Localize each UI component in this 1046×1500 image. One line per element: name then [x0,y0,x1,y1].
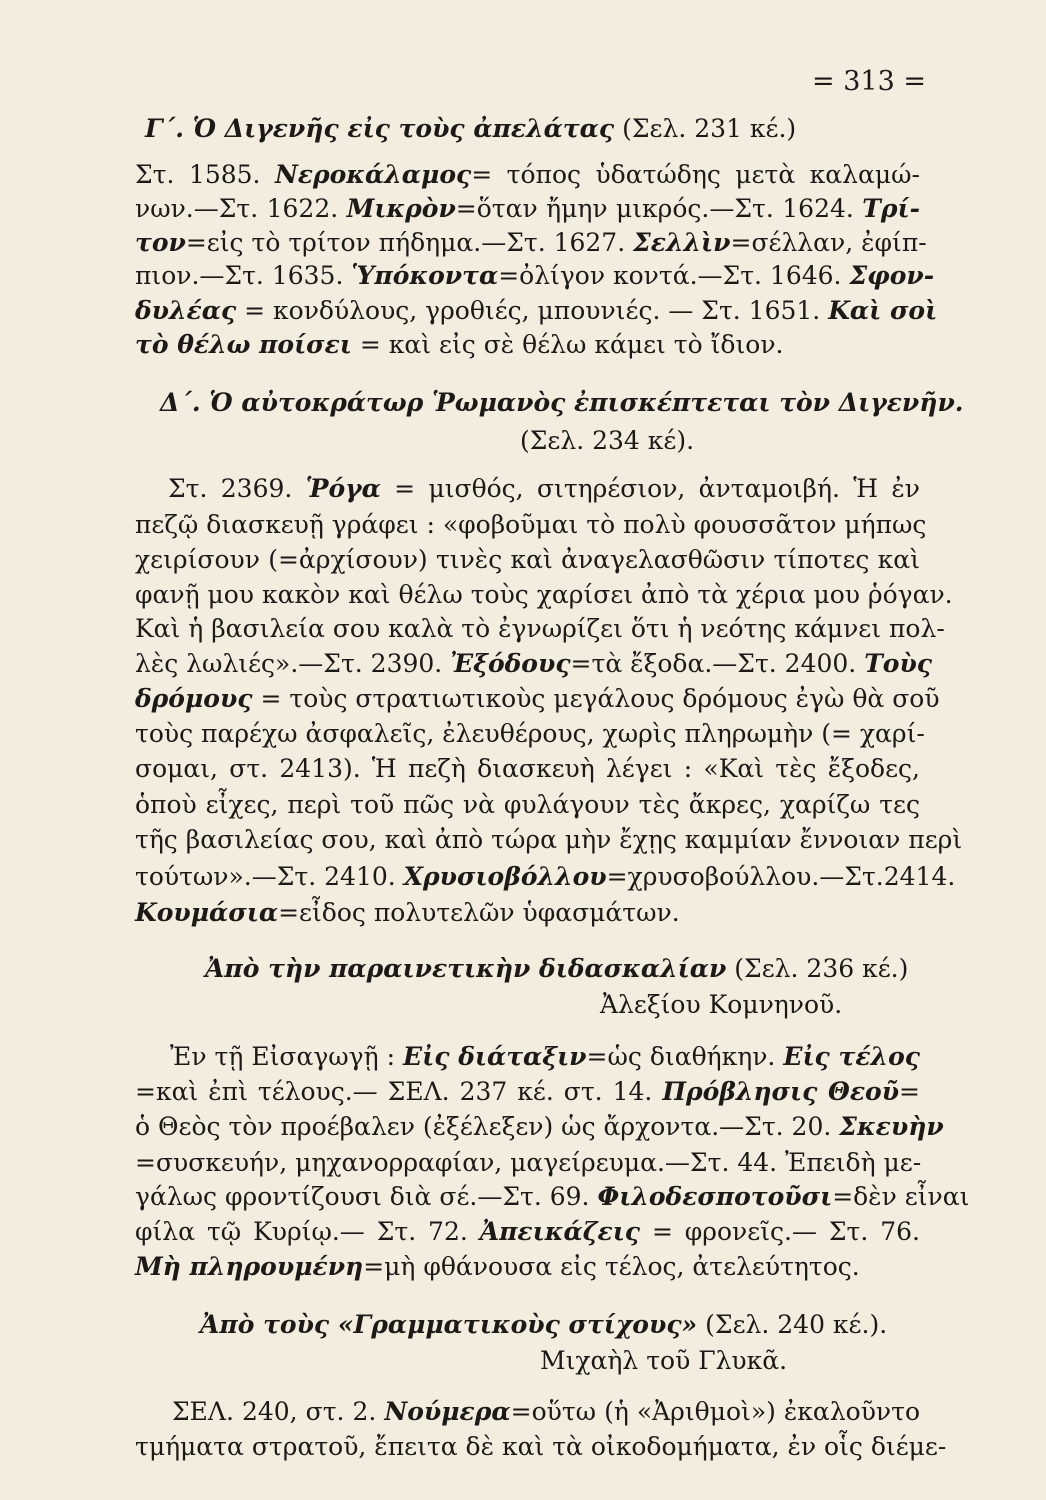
bold-term: Σφον- [849,261,935,290]
text-span: τμήματα στρατοῦ, ἔπειτα δὲ καὶ τὰ οἰκοδομήματα, ἐν οἷς διέμε- [135,1432,947,1461]
bold-term: Καὶ σοὶ [828,296,938,325]
text-line [172,1395,920,1429]
text-line [200,1308,920,1342]
text-line [135,508,927,542]
text-line [135,1146,920,1180]
text-line [135,647,933,681]
bold-term: Ῥόγα [305,474,381,503]
bold-term: Πρόβλησις Θεοῦ [662,1077,900,1106]
text-line [135,192,920,226]
text-span: =οὕτω (ἡ «Ἀριθμοὶ») ἐκαλοῦντο [510,1397,920,1426]
text-span: (Σελ. 234 κέ). [520,426,695,455]
text-span: ΣΕΛ. 240, στ. 2. [172,1397,385,1426]
text-span: =σέλλαν, ἐφίπ- [730,228,927,257]
text-line [135,578,953,612]
text-span: = τοὺς στρατιωτικοὺς μεγάλους δρόμους ἐγὼ θὰ σοῦ [252,684,940,713]
text-span: =εἶδος πολυτελῶν ὑφασμάτων. [278,898,680,927]
text-span: = τόπος ὑδατώδης μετὰ καλαμώ- [471,160,920,189]
text-span: =ὡς διαθήκην. [586,1042,784,1071]
text-span: σομαι, στ. 2413). Ἡ πεζὴ διασκευὴ λέγει : «Καὶ τὲς ἔξοδες, [135,754,920,783]
bold-term: δυλέας [135,296,237,325]
text-span: φίλα τῷ Κυρίῳ.— Στ. 72. [135,1217,480,1246]
text-span: =δὲν εἶναι [832,1182,970,1211]
text-span: =συσκευήν, μηχανορραφίαν, μαγείρευμα.—Στ. 44. Ἐπειδὴ με- [135,1148,922,1177]
text-span: νων.—Στ. 1622. [135,194,347,223]
text-span: τούτων».—Στ. 2410. [135,862,404,891]
text-span: =μὴ φθάνουσα εἰς τέλος, ἀτελεύτητος. [363,1252,860,1281]
text-line [170,1040,920,1074]
text-line [135,328,920,362]
text-span: πεζῷ διασκευῇ γράφει : «φοβοῦμαι τὸ πολὺ φουσσᾶτον μήπως [135,510,927,539]
text-line [205,952,920,986]
bold-term: Τρί- [862,194,920,223]
text-span: = [899,1077,920,1106]
bold-term: Δ΄. Ὁ αὐτοκράτωρ Ῥωμανὸς ἐπισκέπτεται τὸν Διγενῆν. [160,388,964,417]
text-span: =τὰ ἔξοδα.—Στ. 2400. [570,649,865,678]
text-line [135,612,945,646]
text-span: =ὅταν ἤμην μικρός.—Στ. 1624. [455,194,863,223]
text-span: =ὀλίγον κοντά.—Στ. 1646. [498,261,850,290]
text-span: τῆς βασιλείας σου, καὶ ἀπὸ τώρα μὴν ἔχῃς καμμίαν ἔννοιαν περὶ [135,825,963,854]
bold-term: δρόμους [135,684,253,713]
bold-term: Χρυσιοβόλλου [403,862,607,891]
text-line [520,424,920,458]
text-line [600,988,920,1022]
bold-term: Μικρὸν [346,194,456,223]
text-line [135,158,920,192]
text-line [145,112,920,146]
text-line [135,543,920,577]
bold-term: Γ΄. Ὁ Διγενῆς εἰς τοὺς ἀπελάτας [145,114,615,143]
text-line [135,226,927,260]
bold-term: Ἀπεικάζεις [479,1217,641,1246]
text-line [135,259,935,293]
text-span: τοὺς παρέχω ἀσφαλεῖς, ἐλευθέρους, χωρὶς πληρωμὴν (= χαρί- [135,719,925,748]
text-span: ὁ Θεὸς τὸν προέβαλεν (ἐξέλεξεν) ὡς ἄρχοντα.—Στ. 20. [135,1112,840,1141]
text-line [135,860,956,894]
bold-term: Ἀπὸ τὴν παραινετικὴν διδασκαλίαν [205,954,727,983]
text-line [135,788,920,822]
bold-term: Κουμάσια [135,898,279,927]
text-span: γάλως φροντίζουσι διὰ σέ.—Στ. 69. [135,1182,598,1211]
bold-term: Σελλὶν [633,228,731,257]
text-span: = καὶ εἰς σὲ θέλω κάμει τὸ ἴδιον. [351,330,784,359]
text-line [160,386,964,420]
text-span: (Σελ. 236 κέ.) [726,954,909,983]
bold-term: Σκευὴν [839,1112,944,1141]
text-line [135,682,940,716]
text-line [135,1110,944,1144]
text-line [135,1075,920,1109]
text-span: =χρυσοβούλλου.—Στ.2414. [606,862,956,891]
text-span: =εἰς τὸ τρίτον πήδημα.—Στ. 1627. [185,228,634,257]
text-span: ὁποὺ εἶχες, περὶ τοῦ πῶς νὰ φυλάγουν τὲς ἄκρες, χαρίζω τες [135,790,920,819]
bold-term: Εἰς διάταξιν [403,1042,587,1071]
text-line [135,752,920,786]
text-span: πιον.—Στ. 1635. [135,261,352,290]
text-span: Ἐν τῇ Εἰσαγωγῇ : [170,1042,404,1071]
bold-term: Μὴ πληρουμένη [135,1252,364,1281]
text-span: λὲς λωλιές».—Στ. 2390. [135,649,451,678]
text-line [135,896,920,930]
text-span: (Σελ. 240 κέ.). [697,1310,888,1339]
bold-term: τὸ θέλω ποίσει [135,330,352,359]
text-line [540,1344,920,1378]
bold-term: Νούμερα [384,1397,511,1426]
bold-term: Φιλοδεσποτοῦσι [597,1182,833,1211]
bold-term: τον [135,228,186,257]
text-line [135,1430,947,1464]
text-span: φανῇ μου κακὸν καὶ θέλω τοὺς χαρίσει ἀπὸ τὰ χέρια μου ῥόγαν. [135,580,953,609]
text-line [135,1180,970,1214]
bold-term: Νεροκάλαμος [274,160,472,189]
text-span: Καὶ ἡ βασιλεία σου καλὰ τὸ ἐγνωρίζει ὅτι ἡ νεότης κάμνει πολ- [135,614,945,643]
text-span: χειρίσουν (=ἀρχίσουν) τινὲς καὶ ἀναγελασθῶσιν τίποτες καὶ [135,545,920,574]
bold-term: Ἀπὸ τοὺς «Γραμματικοὺς στίχους» [200,1310,698,1339]
bold-term: Ἐξόδους [450,649,571,678]
text-span: =καὶ ἐπὶ τέλους.— ΣΕΛ. 237 κέ. στ. 14. [135,1077,663,1106]
text-span: Ἀλεξίου Κομνηνοῦ. [600,990,843,1019]
bold-term: Ὑπόκοντα [351,261,499,290]
text-span: Στ. 1585. [135,160,275,189]
text-line [168,472,920,506]
page-number: = 313 = [812,66,926,97]
text-span: = φρονεῖς.— Στ. 76. [640,1217,920,1246]
text-line [135,294,938,328]
text-span: Στ. 2369. [168,474,306,503]
text-line [135,1215,920,1249]
text-line [135,717,925,751]
text-line [135,823,963,857]
text-span: Μιχαὴλ τοῦ Γλυκᾶ. [540,1346,788,1375]
bold-term: Τοὺς [864,649,933,678]
text-span: = μισθός, σιτηρέσιον, ἀνταμοιβή. Ἡ ἐν [380,474,921,503]
text-line [135,1250,920,1284]
text-span: (Σελ. 231 κέ.) [614,114,797,143]
text-span: = κονδύλους, γροθιές, μπουνιές. — Στ. 1651. [236,296,829,325]
bold-term: Εἰς τέλος [783,1042,920,1071]
